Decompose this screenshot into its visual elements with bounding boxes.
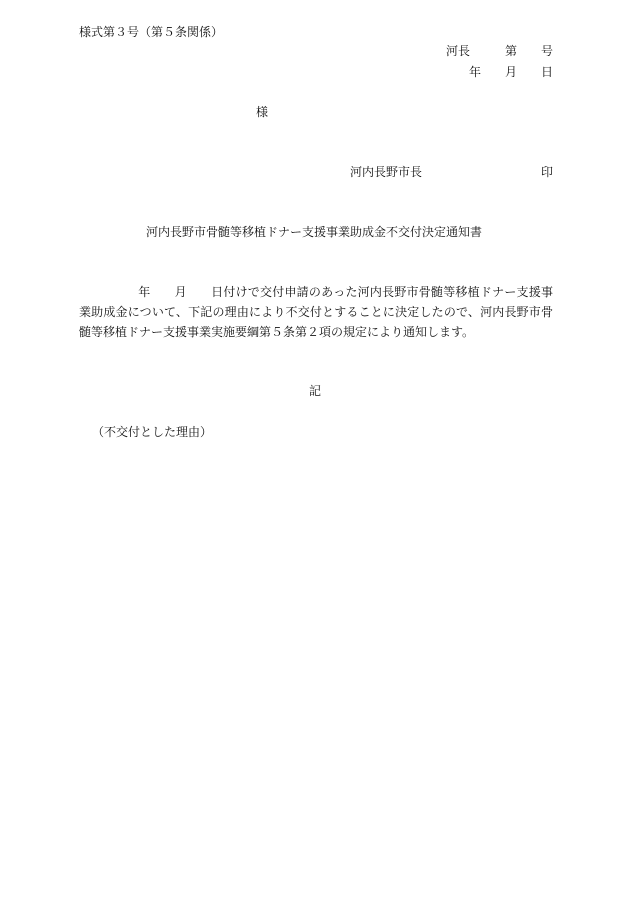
body-paragraph (79, 282, 553, 342)
reason-label: （不交付とした理由） (92, 425, 213, 439)
doc-number-go: 号 (541, 44, 554, 58)
sender-seal: 印 (541, 165, 554, 179)
issue-date-month: 月 (505, 65, 518, 79)
body-month: 月 (174, 285, 187, 299)
issue-date-year: 年 (469, 65, 482, 79)
document-title: 河内長野市骨髄等移植ドナー支援事業助成金不交付決定通知書 (146, 225, 483, 239)
body-text: 日付けで交付申請のあった河内長野市骨髄等移植ドナー支援事業助成金について、下記の理由により不交付とすることに決定したので、河内長野市骨髄等移植ドナー支援事業実施要綱第５条第２項の規定により通知します。 (79, 285, 553, 339)
sender-name: 河内長野市長 (350, 165, 423, 179)
issue-date-day: 日 (541, 65, 554, 79)
doc-number-dai: 第 (505, 44, 518, 58)
form-label: 様式第３号（第５条関係） (79, 25, 224, 39)
addressee-suffix: 様 (256, 105, 269, 119)
body-year: 年 (138, 285, 151, 299)
ki-heading: 記 (309, 384, 322, 398)
doc-number-prefix: 河長 (446, 44, 471, 58)
